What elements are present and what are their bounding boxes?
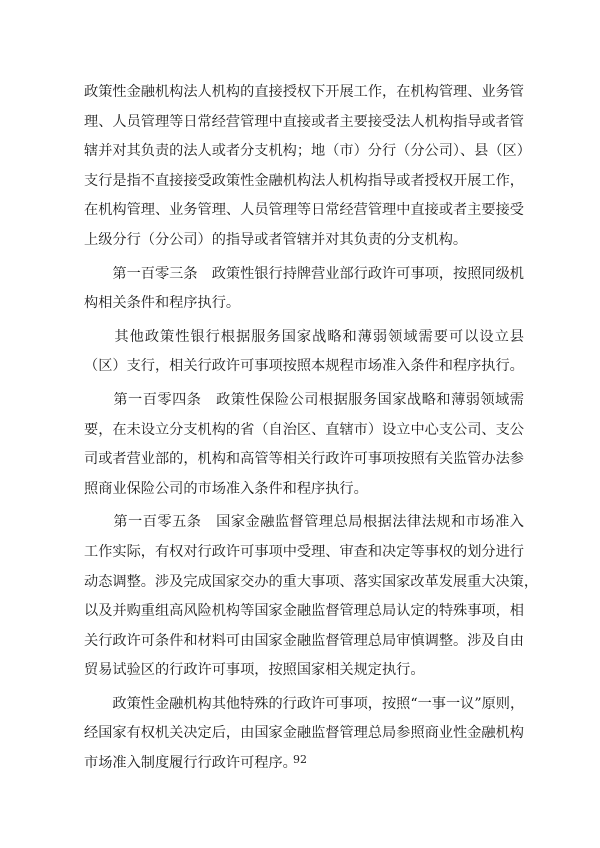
- text-line: 第一百零四条 政策性保险公司根据服务国家战略和薄弱领域需: [84, 391, 524, 408]
- text-line: 构相关条件和程序执行。: [84, 295, 241, 312]
- text-line: （区）支行，相关行政许可事项按照本规程市场准入条件和程序执行。: [84, 358, 524, 375]
- text-line: 市场准入制度履行行政许可程序。: [84, 755, 297, 772]
- text-line: 辖并对其负责的法人或者分支机构；地（市）分行（分公司）、县（区）: [84, 143, 531, 160]
- text-line: 动态调整。涉及完成国家交办的重大事项、落实国家改革发展重大决策，: [84, 573, 539, 590]
- page-number: 92: [293, 753, 307, 766]
- text-line: 要，在未设立分支机构的省（自治区、直辖市）设立中心支公司、支公: [84, 421, 524, 438]
- paragraph-continuation: [84, 78, 531, 256]
- text-line: 第一百零三条 政策性银行持牌营业部行政许可事项，按照同级机: [84, 265, 524, 282]
- article-103-paragraph-2: [84, 323, 524, 382]
- text-line: 司或者营业部的，机构和高管等相关行政许可事项按照有关监管办法参: [84, 451, 524, 468]
- document-body: [84, 78, 539, 783]
- text-line: 以及并购重组高风险机构等国家金融监督管理总局认定的特殊事项，相: [84, 603, 524, 620]
- text-line: 其他政策性银行根据服务国家战略和薄弱领域需要可以设立县: [84, 328, 524, 345]
- text-line: 第一百零五条 国家金融监督管理总局根据法律法规和市场准入: [84, 514, 524, 531]
- text-line: 政策性金融机构法人机构的直接授权下开展工作，在机构管理、业务管: [84, 84, 524, 100]
- article-104: [84, 386, 524, 504]
- article-105: [84, 508, 539, 686]
- text-line: 经国家有权机关决定后，由国家金融监督管理总局参照商业性金融机构: [84, 725, 524, 742]
- text-line: 工作实际，有权对行政许可事项中受理、审查和决定等事权的划分进行: [84, 543, 524, 560]
- text-line: 政策性金融机构其他特殊的行政许可事项，按照“一事一议”原则，: [84, 695, 525, 712]
- text-line: 支行是指不直接接受政策性金融机构法人机构指导或者授权开展工作，: [84, 172, 524, 189]
- text-line: 在机构管理、业务管理、人员管理等日常经营管理中直接或者主要接受: [84, 202, 524, 219]
- text-line: 贸易试验区的行政许可事项，按照国家相关规定执行。: [84, 662, 425, 679]
- text-line: 理、人员管理等日常经营管理中直接或者主要接受法人机构指导或者管: [84, 113, 524, 130]
- text-line: 上级分行（分公司）的指导或者管辖并对其负责的分支机构。: [84, 231, 468, 248]
- text-line: 照商业保险公司的市场准入条件和程序执行。: [84, 480, 368, 497]
- article-103: [84, 260, 524, 319]
- text-line: 关行政许可条件和材料可由国家金融监督管理总局审慎调整。涉及自由: [84, 632, 524, 649]
